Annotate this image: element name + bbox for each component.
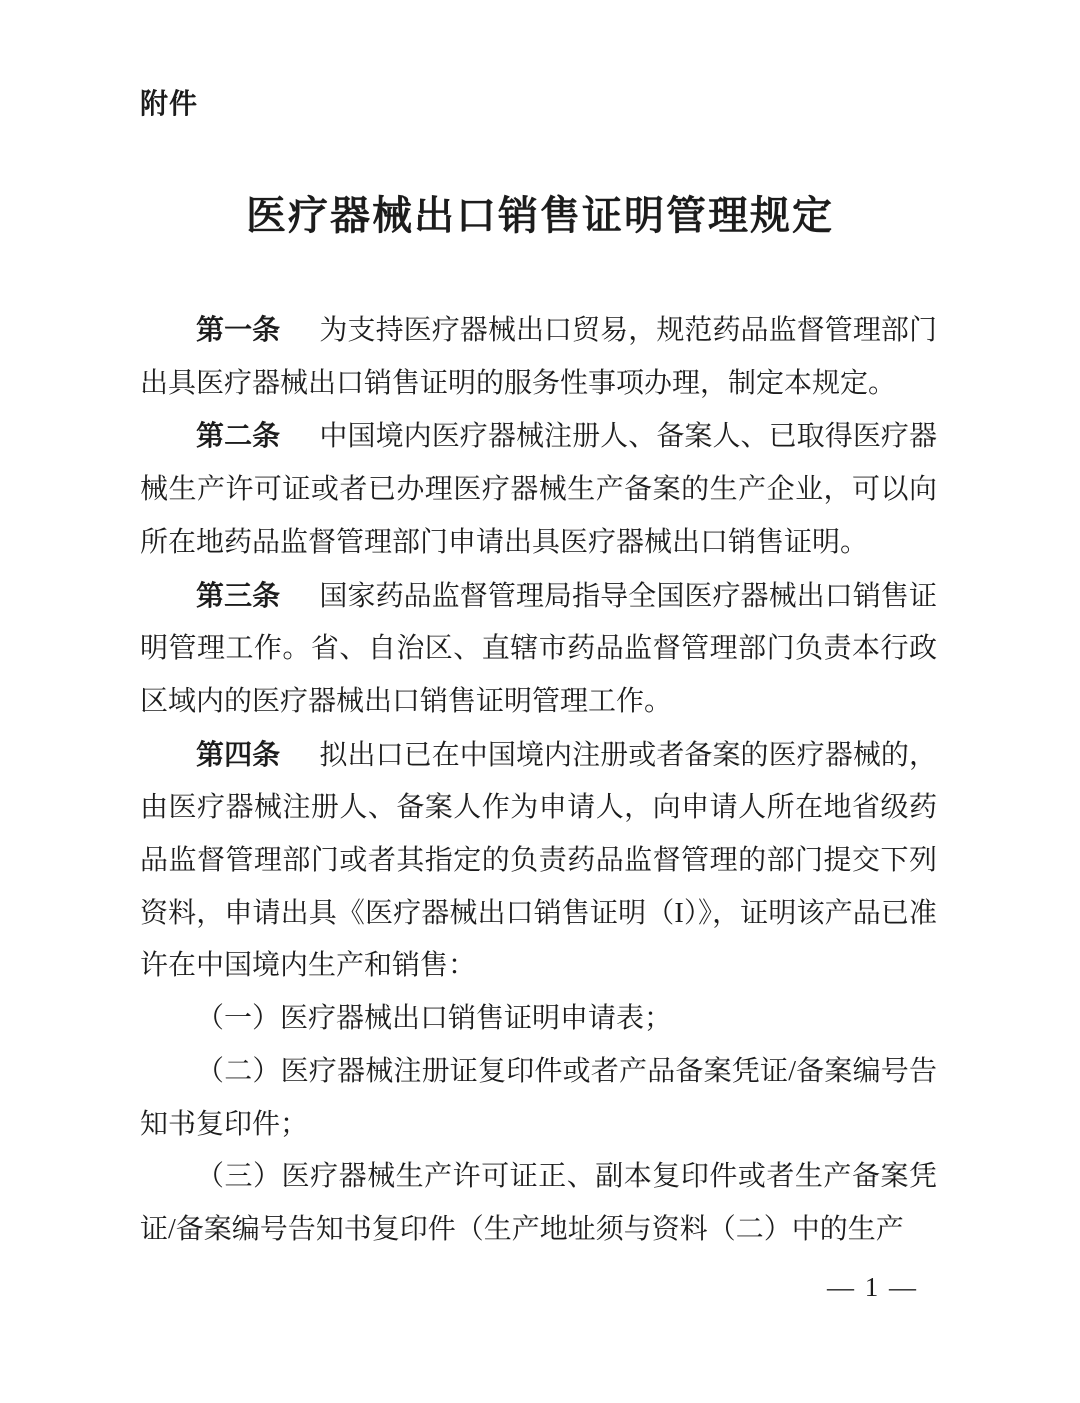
- article-3-number: 第三条: [196, 579, 281, 611]
- article-1-number: 第一条: [196, 314, 281, 345]
- article-1: [140, 304, 937, 410]
- article-1-text: 为支持医疗器械出口贸易，规范药品监督管理部门出具医疗器械出口销售证明的服务性事项办理，制定本规定。: [140, 315, 937, 399]
- list-item-1: （一）医疗器械出口销售证明申请表；: [196, 1003, 673, 1035]
- article-4-text: 拟出口已在中国境内注册或者备案的医疗器械的，由医疗器械注册人、备案人作为申请人，向申请人所在地省级药品监督管理部门或者其指定的负责药品监督管理的部门提交下列资料，申请出具《医疗器械出口销售证明（I）》，证明该产品已准许在中国境内生产和销售：: [140, 739, 937, 982]
- list-item-2: （二）医疗器械注册证复印件或者产品备案凭证/备案编号告知书复印件；: [140, 1055, 937, 1140]
- article-2-text: 中国境内医疗器械注册人、备案人、已取得医疗器械生产许可证或者已办理医疗器械生产备案的生产企业，可以向所在地药品监督管理部门申请出具医疗器械出口销售证明。: [140, 421, 937, 558]
- document-body: [140, 304, 937, 1257]
- article-2: [140, 410, 937, 569]
- document-title: 医疗器械出口销售证明管理规定: [246, 194, 834, 238]
- attachment-label: 附件: [140, 88, 199, 119]
- article-3-text: 国家药品监督管理局指导全国医疗器械出口销售证明管理工作。省、自治区、直辖市药品监督管理部门负责本行政区域内的医疗器械出口销售证明管理工作。: [140, 580, 937, 717]
- article-4-number: 第四条: [196, 738, 281, 770]
- article-3: [140, 570, 937, 729]
- list-item-3: （三）医疗器械生产许可证正、副本复印件或者生产备案凭证/备案编号告知书复印件（生产地址须与资料（二）中的生产: [140, 1161, 937, 1245]
- article-4: [140, 729, 937, 994]
- page-number: — 1 —: [827, 1272, 918, 1302]
- article-2-number: 第二条: [196, 420, 281, 452]
